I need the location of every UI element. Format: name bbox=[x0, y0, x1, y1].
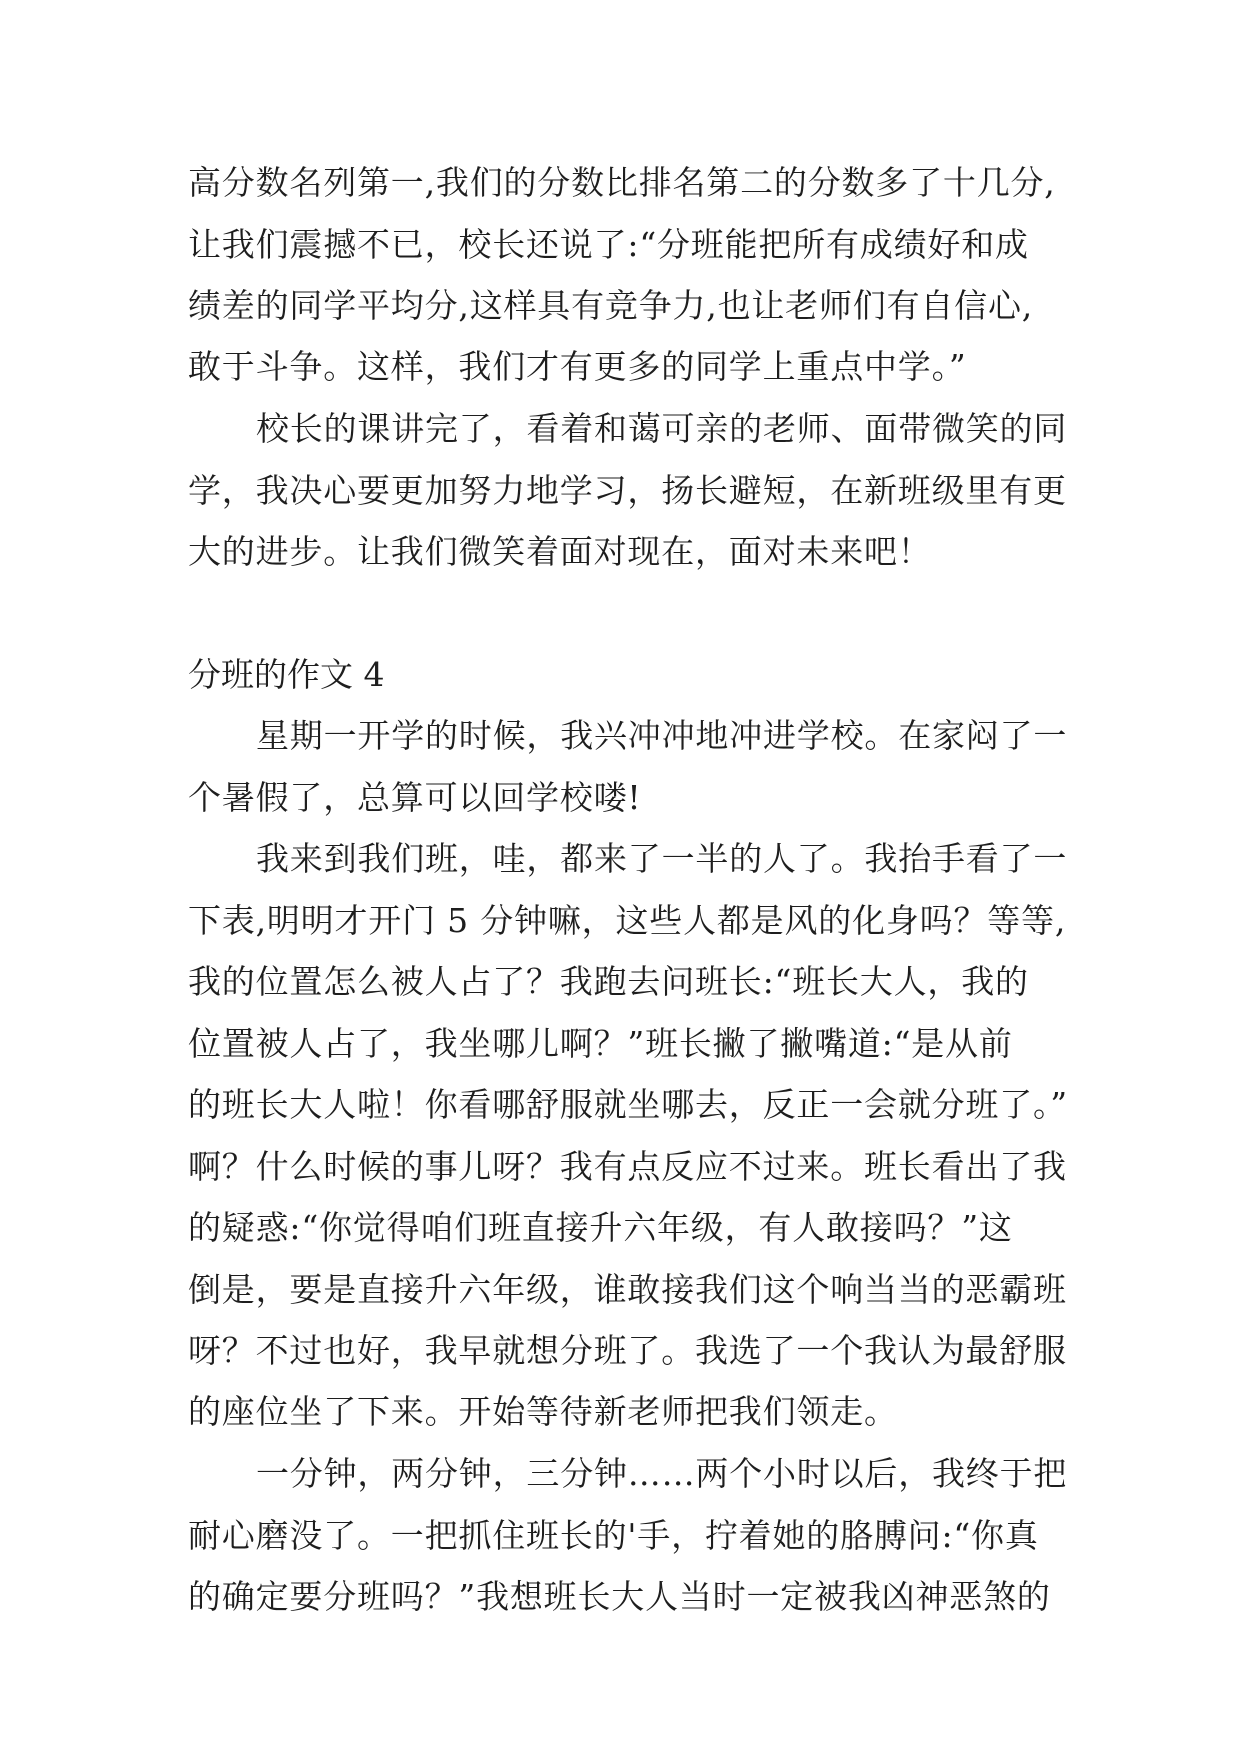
text-line: 一分钟，两分钟，三分钟……两个小时以后，我终于把 bbox=[256, 1454, 1068, 1493]
text-line: 星期一开学的时候，我兴冲冲地冲进学校。在家闷了一 bbox=[256, 716, 1068, 755]
text-line: 啊？什么时候的事儿呀？我有点反应不过来。班长看出了我 bbox=[188, 1147, 1067, 1186]
text-line: 呀？不过也好，我早就想分班了。我选了一个我认为最舒服 bbox=[188, 1331, 1067, 1370]
text-line: 的班长大人啦！你看哪舒服就坐哪去，反正一会就分班了。” bbox=[188, 1085, 1068, 1124]
text-line: 的座位坐了下来。开始等待新老师把我们领走。 bbox=[188, 1392, 898, 1431]
text-line: 的确定要分班吗？”我想班长大人当时一定被我凶神恶煞的 bbox=[188, 1577, 1051, 1616]
text-line: 下表,明明才开门 5 分钟嘛，这些人都是风的化身吗？等等, bbox=[188, 901, 1067, 940]
text-line: 学，我决心要更加努力地学习，扬长避短，在新班级里有更 bbox=[188, 471, 1067, 510]
text-line: 绩差的同学平均分,这样具有竞争力,也让老师们有自信心, bbox=[188, 286, 1034, 325]
text-line: 耐心磨没了。一把抓住班长的'手，拧着她的胳膊问:“你真 bbox=[188, 1516, 1039, 1555]
text-line: 大的进步。让我们微笑着面对现在，面对未来吧！ bbox=[188, 532, 932, 571]
text-line: 我来到我们班，哇，都来了一半的人了。我抬手看了一 bbox=[256, 839, 1068, 878]
text-line: 高分数名列第一,我们的分数比排名第二的分数多了十几分, bbox=[188, 163, 1056, 202]
text-line: 的疑惑:“你觉得咱们班直接升六年级，有人敢接吗？”这 bbox=[188, 1208, 1013, 1247]
text-line: 个暑假了，总算可以回学校喽! bbox=[188, 778, 642, 817]
text-line: 校长的课讲完了，看着和蔼可亲的老师、面带微笑的同 bbox=[256, 409, 1068, 448]
text-line: 位置被人占了，我坐哪儿啊？”班长撇了撇嘴道:“是从前 bbox=[188, 1024, 1013, 1063]
text-line: 让我们震撼不已，校长还说了:“分班能把所有成绩好和成 bbox=[188, 225, 1029, 264]
section-title: 分班的作文 4 bbox=[188, 655, 385, 694]
text-line: 我的位置怎么被人占了？我跑去问班长:“班长大人，我的 bbox=[188, 962, 1029, 1001]
text-line: 敢于斗争。这样，我们才有更多的同学上重点中学。” bbox=[188, 347, 967, 386]
text-line: 倒是，要是直接升六年级，谁敢接我们这个响当当的恶霸班 bbox=[188, 1270, 1067, 1309]
